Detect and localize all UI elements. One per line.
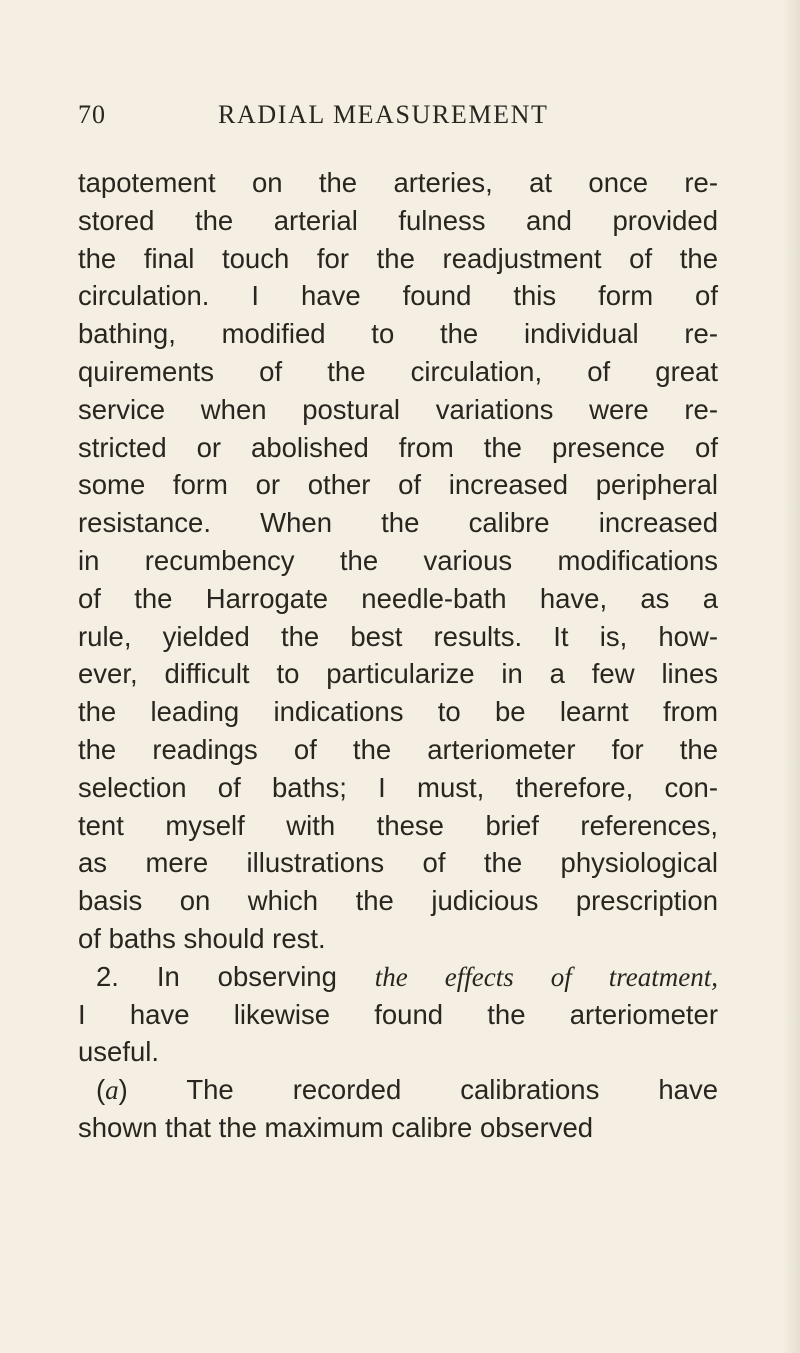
- text-line: of the Harrogate needle-bath have, as a: [78, 582, 718, 614]
- page-edge-shadow: [782, 0, 800, 1353]
- running-head: [78, 100, 718, 134]
- text-line: the leading indications to be learnt from: [78, 696, 718, 728]
- running-title: RADIAL MEASUREMENT: [218, 100, 549, 129]
- text-line: the final touch for the readjustment of the: [78, 242, 718, 274]
- text-line: I have likewise found the arteriometer: [78, 998, 718, 1030]
- text-line: tent myself with these brief references,: [78, 809, 718, 841]
- paragraph-2-lead: 2. In observing: [96, 960, 375, 992]
- paragraph-3-lead: ) The recorded calibrations have: [118, 1074, 718, 1106]
- paragraph-3-first-line: [78, 1071, 718, 1109]
- text-line: quirements of the circulation, of great: [78, 355, 718, 387]
- text-line: in recumbency the various modifications: [78, 544, 718, 576]
- text-line: circulation. I have found this form of: [78, 280, 718, 312]
- text-line: service when postural variations were re-: [78, 393, 718, 425]
- text-line: resistance. When the calibre increased: [78, 507, 718, 539]
- text-line: as mere illustrations of the physiological: [78, 847, 718, 879]
- text-line: stricted or abolished from the presence of: [78, 431, 718, 463]
- text-line: some form or other of increased peripheral: [78, 469, 718, 501]
- text-line: ever, difficult to particularize in a few lines: [78, 658, 718, 690]
- text-line: rule, yielded the best results. It is, how-: [78, 620, 718, 652]
- text-line: basis on which the judicious prescription: [78, 885, 718, 917]
- text-line: bathing, modified to the individual re-: [78, 318, 718, 350]
- body-text: [78, 164, 718, 1147]
- paren-open: (: [96, 1074, 106, 1106]
- text-line: the readings of the arteriometer for the: [78, 733, 718, 765]
- paragraph-2-first-line: [78, 958, 718, 996]
- text-line: stored the arterial fulness and provided: [78, 204, 718, 236]
- italic-phrase: the effects of treatment,: [374, 961, 718, 992]
- text-line: tapotement on the arteries, at once re-: [78, 167, 718, 198]
- text-line: selection of baths; I must, therefore, con-: [78, 771, 718, 803]
- item-letter: a: [105, 1075, 119, 1106]
- text-line: of baths should rest.: [78, 922, 326, 954]
- text-line: useful.: [78, 1036, 160, 1068]
- page-number: 70: [78, 100, 106, 129]
- text-line: shown that the maximum calibre observed: [78, 1111, 594, 1143]
